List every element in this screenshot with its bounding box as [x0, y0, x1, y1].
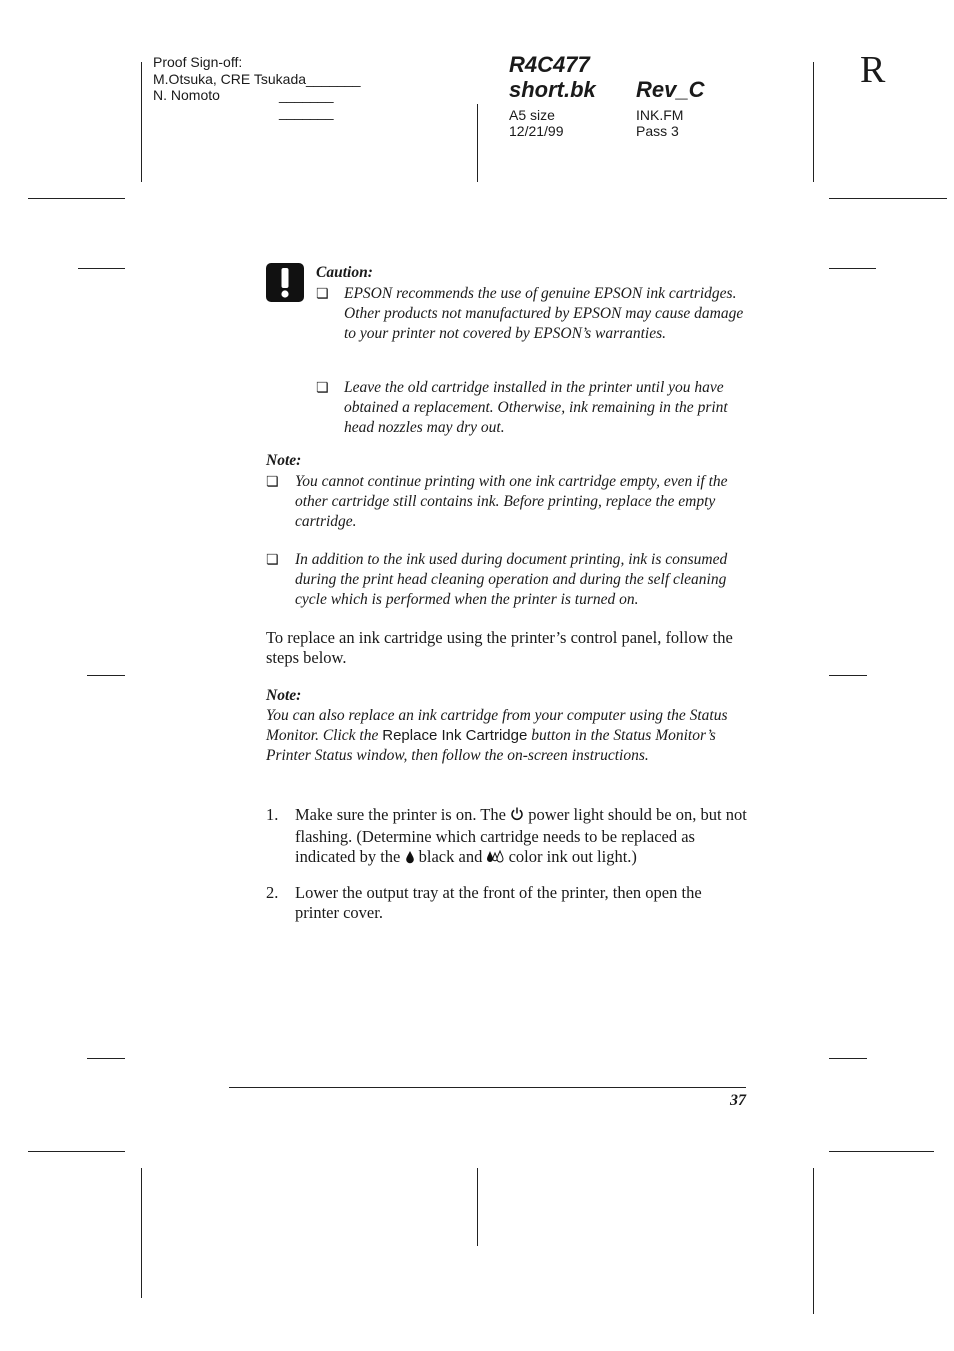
signoff-line-2: [153, 87, 393, 104]
crop-mark-h-upper-right: [829, 268, 876, 269]
crop-mark-v-top-right: [813, 62, 814, 182]
crop-mark-h-bottom-right: [829, 1151, 934, 1152]
step-1-part-2: power light should be on, but not flashing. (Determine which cartridge needs to be replaced as indicated by the: [295, 805, 747, 867]
pass-number: Pass 3: [636, 123, 679, 139]
crop-mark-h-bottom-left: [28, 1151, 125, 1152]
note-1-bullet-2: ❏: [266, 552, 279, 568]
signoff-title: Proof Sign-off:: [153, 54, 243, 70]
crop-mark-h-top-left: [28, 198, 125, 199]
signoff-name-nomoto: N. Nomoto: [153, 87, 220, 103]
crop-mark-v-bottom-right: [813, 1168, 814, 1314]
signoff-blank-2: _______: [279, 87, 334, 103]
corner-letter: R: [860, 49, 886, 91]
footer-rule: [229, 1087, 746, 1088]
caution-item-2: Leave the old cartridge installed in the printer until you have obtained a replacement. Otherwise, ink remaining in the print head nozzles may dry out.: [344, 379, 728, 437]
crop-mark-h-mid-left: [87, 675, 125, 676]
crop-mark-h-top-right: [829, 198, 947, 199]
step-1-part-3: black and: [414, 847, 487, 867]
caution-item-1: EPSON recommends the use of genuine EPSON ink cartridges. Other products not manufactured by EPSON may cause damage to your printer not covered by EPSON’s warranties.: [344, 285, 744, 343]
note-2-text: [266, 706, 740, 767]
paper-size: A5 size: [509, 107, 555, 123]
caution-heading: Caution:: [316, 264, 373, 281]
doc-code: R4C477: [509, 52, 590, 77]
file-name: INK.FM: [636, 107, 684, 123]
caution-bullet-2: ❏: [316, 380, 329, 396]
caution-bullet-1: ❏: [316, 286, 329, 302]
revision-date: 12/21/99: [509, 123, 564, 139]
black-ink-drop-icon: [405, 849, 415, 869]
caution-exclamation-icon: [266, 263, 304, 302]
note-1-bullet-1: ❏: [266, 474, 279, 490]
note-2-text-before: You can also replace an ink cartridge from your computer using the Status Monitor. Click the: [266, 707, 728, 745]
signoff-blank-3: _______: [279, 103, 334, 120]
step-2-text: Lower the output tray at the front of the printer, then open the printer cover.: [295, 883, 702, 923]
crop-mark-v-top-center: [477, 104, 478, 182]
note-2-heading: Note:: [266, 687, 302, 704]
proof-signoff: [153, 54, 393, 120]
note-1-item-2: In addition to the ink used during document printing, ink is consumed during the print head cleaning operation and during the self cleaning cycle which is performed when the printer is turned on.: [295, 551, 728, 609]
crop-mark-h-lower-right: [829, 1058, 867, 1059]
replace-ink-cartridge-button-label: Replace Ink Cartridge: [382, 727, 528, 745]
note-2-text-after: button in the Status Monitor’s Printer Status window, then follow the on-screen instructions.: [266, 727, 716, 765]
crop-mark-h-upper-left: [78, 268, 125, 269]
step-1-text: [295, 805, 753, 870]
color-ink-drops-icon: [486, 849, 504, 869]
revision: Rev_C: [636, 77, 705, 102]
step-1-part-1: Make sure the printer is on. The: [295, 805, 511, 824]
note-1-item-1: You cannot continue printing with one ink cartridge empty, even if the other cartridge still contains ink. Before printing, replace the empty cartridge.: [295, 473, 728, 531]
power-icon: [510, 806, 524, 827]
book-name: short.bk: [509, 77, 596, 102]
note-1-heading: Note:: [266, 452, 302, 469]
step-1-part-4: color ink out light.): [504, 847, 637, 867]
step-2-number: 2.: [266, 883, 279, 902]
crop-mark-v-bottom-left: [141, 1168, 142, 1298]
crop-mark-v-bottom-center: [477, 1168, 478, 1246]
signoff-line-3: [153, 104, 393, 121]
intro-paragraph: To replace an ink cartridge using the printer’s control panel, follow the steps below.: [266, 628, 733, 668]
crop-mark-v-top-left: [141, 62, 142, 182]
page-number: 37: [730, 1092, 746, 1109]
crop-mark-h-mid-right: [829, 675, 867, 676]
step-1-number: 1.: [266, 805, 279, 824]
signoff-line-1: M.Otsuka, CRE Tsukada_______: [153, 70, 361, 87]
crop-mark-h-lower-left: [87, 1058, 125, 1059]
